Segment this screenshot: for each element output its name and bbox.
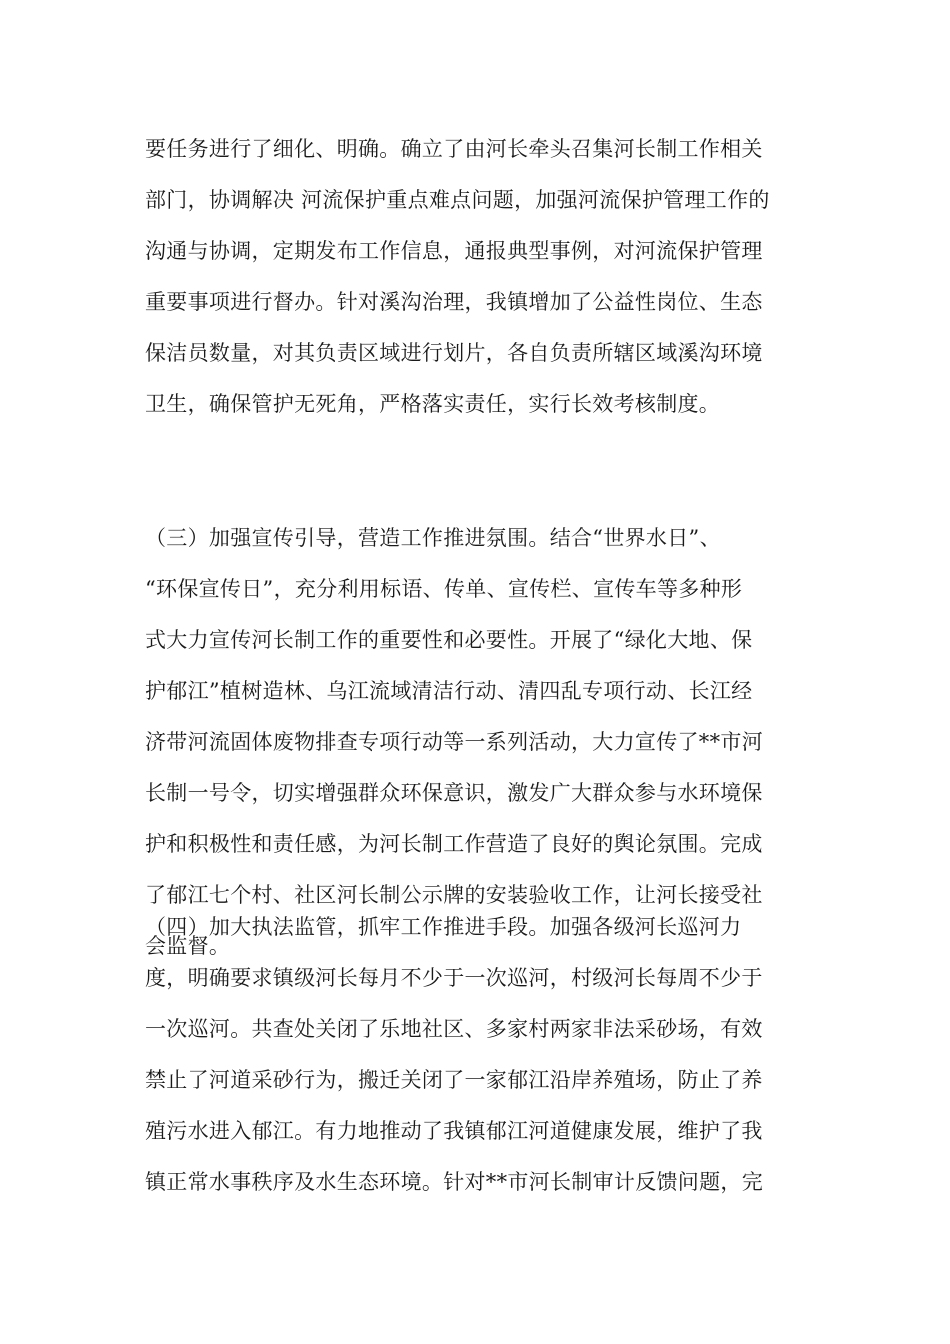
text-line: 护郁江”植树造林、乌江流域清洁行动、清四乱专项行动、长江经 [145,679,753,703]
text-line: 保洁员数量，对其负责区域进行划片，各自负责所辖区域溪沟环境 [145,341,763,365]
text-line: 沟通与协调，定期发布工作信息，通报典型事例，对河流保护管理 [145,239,763,263]
text-line: 一次巡河。共查处关闭了乐地社区、多家村两家非法采砂场，有效 [145,1017,763,1041]
text-line: 了郁江七个村、社区河长制公示牌的安装验收工作，让河长接受社 [145,883,763,907]
text-line: 长制一号令，切实增强群众环保意识，激发广大群众参与水环境保 [145,781,763,805]
text-line: 殖污水进入郁江。有力地推动了我镇郁江河道健康发展，维护了我 [145,1119,763,1143]
paragraph-enforcement [145,902,810,1208]
text-line: 部门，协调解决 河流保护重点难点问题，加强河流保护管理工作的 [145,188,770,212]
text-line: 式大力宣传河长制工作的重要性和必要性。开展了“绿化大地、保 [145,628,753,652]
paragraph-task-details [145,124,810,430]
text-line: 卫生，确保管护无死角，严格落实责任，实行长效考核制度。 [145,392,721,416]
text-line: （三）加强宣传引导，营造工作推进氛围。结合“世界水日”、 [145,526,721,550]
text-line: 济带河流固体废物排查专项行动等一系列活动，大力宣传了**市河 [145,730,763,754]
text-line: 护和积极性和责任感，为河长制工作营造了良好的舆论氛围。完成 [145,832,763,856]
text-line: 重要事项进行督办。针对溪沟治理，我镇增加了公益性岗位、生态 [145,290,763,314]
text-line: “环保宣传日”，充分利用标语、传单、宣传栏、宣传车等多种形 [145,577,743,601]
text-line: 度，明确要求镇级河长每月不少于一次巡河，村级河长每周不少于 [145,966,763,990]
text-line: 会监督。 [145,934,231,958]
text-line: （四）加大执法监管，抓牢工作推进手段。加强各级河长巡河力 [145,915,742,939]
text-line: 禁止了河道采砂行为，搬迁关闭了一家郁江沿岸养殖场，防止了养 [145,1068,763,1092]
text-line: 镇正常水事秩序及水生态环境。针对**市河长制审计反馈问题，完 [145,1170,763,1194]
text-line: 要任务进行了细化、明确。确立了由河长牵头召集河长制工作相关 [145,137,763,161]
